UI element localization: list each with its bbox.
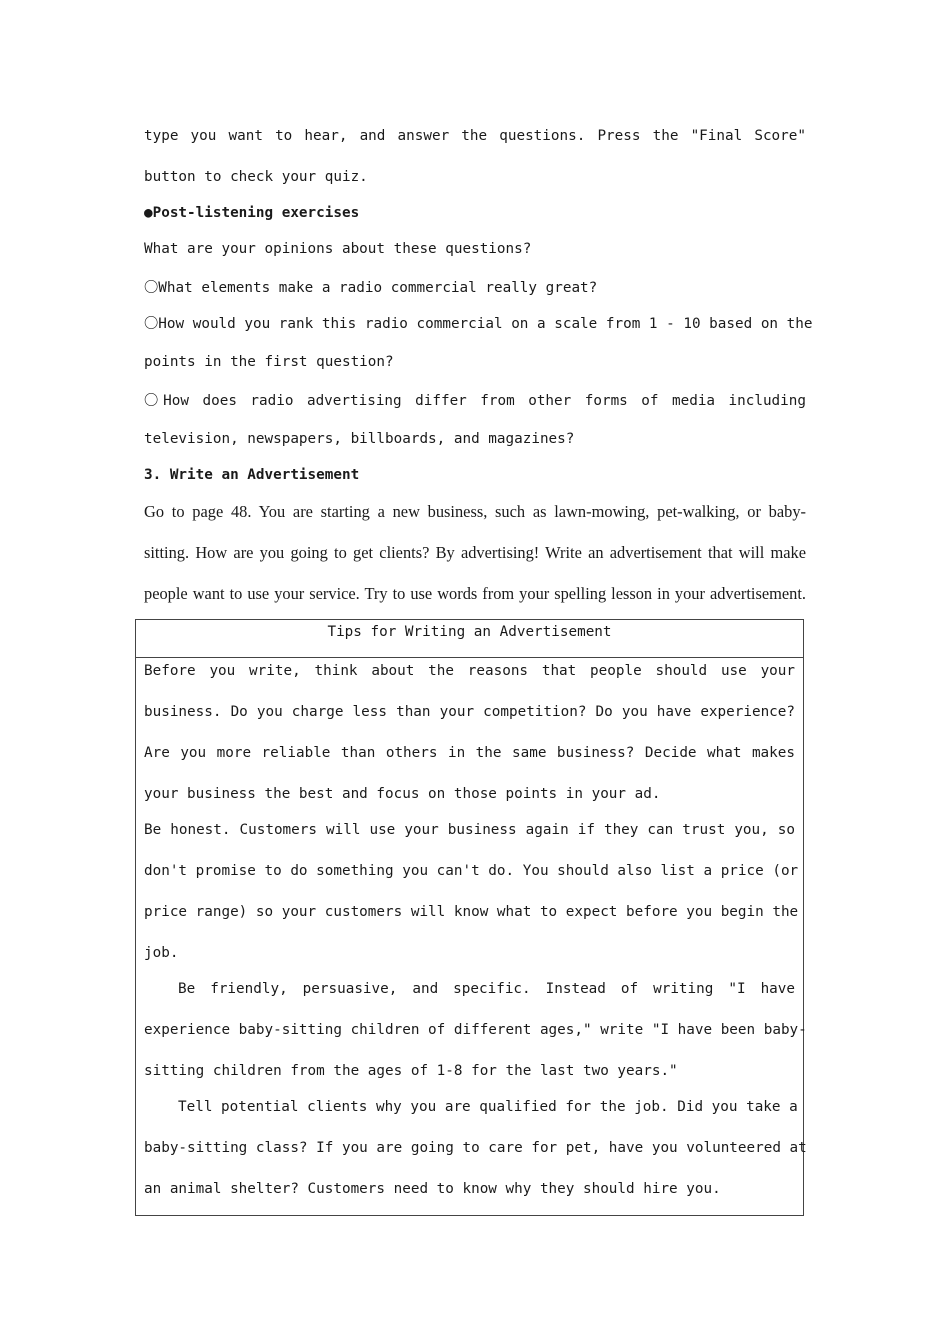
intro-line-2: button to check your quiz. xyxy=(144,169,368,185)
tips-title: Tips for Writing an Advertisement xyxy=(327,624,612,640)
tips-p3-line-1: Be friendly, persuasive, and specific. Instead of writing "I have xyxy=(178,981,795,997)
tips-p1-line-1: Before you write, think about the reasons that people should use your xyxy=(144,663,795,679)
tips-p2-line-2: don't promise to do something you can't do. You should also list a price (or xyxy=(144,863,799,879)
tips-p4-line-3: an animal shelter? Customers need to know why they should hire you. xyxy=(144,1181,721,1197)
tips-p2-line-3: price range) so your customers will know what to expect before you begin the xyxy=(144,904,799,920)
question-1: 〇What elements make a radio commercial really great? xyxy=(144,280,598,296)
tips-p2-line-4: job. xyxy=(144,945,179,961)
write-ad-line-2: sitting. How are you going to get clients? By advertising! Write an advertisement that will make xyxy=(144,543,806,562)
tips-p3-line-2: experience baby-sitting children of different ages," write "I have been baby- xyxy=(144,1022,807,1038)
tips-table xyxy=(135,619,807,1216)
question-3-line-1: 〇How does radio advertising differ from other forms of media including xyxy=(144,393,806,409)
question-2-line-1: 〇How would you rank this radio commercial on a scale from 1 - 10 based on the xyxy=(144,316,813,332)
post-listening-prompt: What are your opinions about these questions? xyxy=(144,241,532,257)
tips-p1-line-3: Are you more reliable than others in the same business? Decide what makes xyxy=(144,745,795,761)
tips-p1-line-4: your business the best and focus on those points in your ad. xyxy=(144,786,661,802)
post-listening-heading: ●Post-listening exercises xyxy=(144,205,360,221)
write-ad-line-3: people want to use your service. Try to use words from your spelling lesson in your advertisement. xyxy=(144,584,806,603)
write-ad-line-1: Go to page 48. You are starting a new business, such as lawn-mowing, pet-walking, or baby- xyxy=(144,502,806,521)
intro-line-1: type you want to hear, and answer the questions. Press the "Final Score" xyxy=(144,128,806,144)
tips-p2-line-1: Be honest. Customers will use your business again if they can trust you, so xyxy=(144,822,795,838)
tips-p4-line-1: Tell potential clients why you are qualified for the job. Did you take a xyxy=(178,1099,798,1115)
tips-p1-line-2: business. Do you charge less than your competition? Do you have experience? xyxy=(144,704,795,720)
question-3-line-2: television, newspapers, billboards, and magazines? xyxy=(144,431,575,447)
table-divider xyxy=(136,657,803,658)
section-heading: 3. Write an Advertisement xyxy=(144,467,360,483)
tips-p4-line-2: baby-sitting class? If you are going to care for pet, have you volunteered at xyxy=(144,1140,807,1156)
question-2-line-2: points in the first question? xyxy=(144,354,394,370)
tips-p3-line-3: sitting children from the ages of 1-8 for the last two years." xyxy=(144,1063,678,1079)
